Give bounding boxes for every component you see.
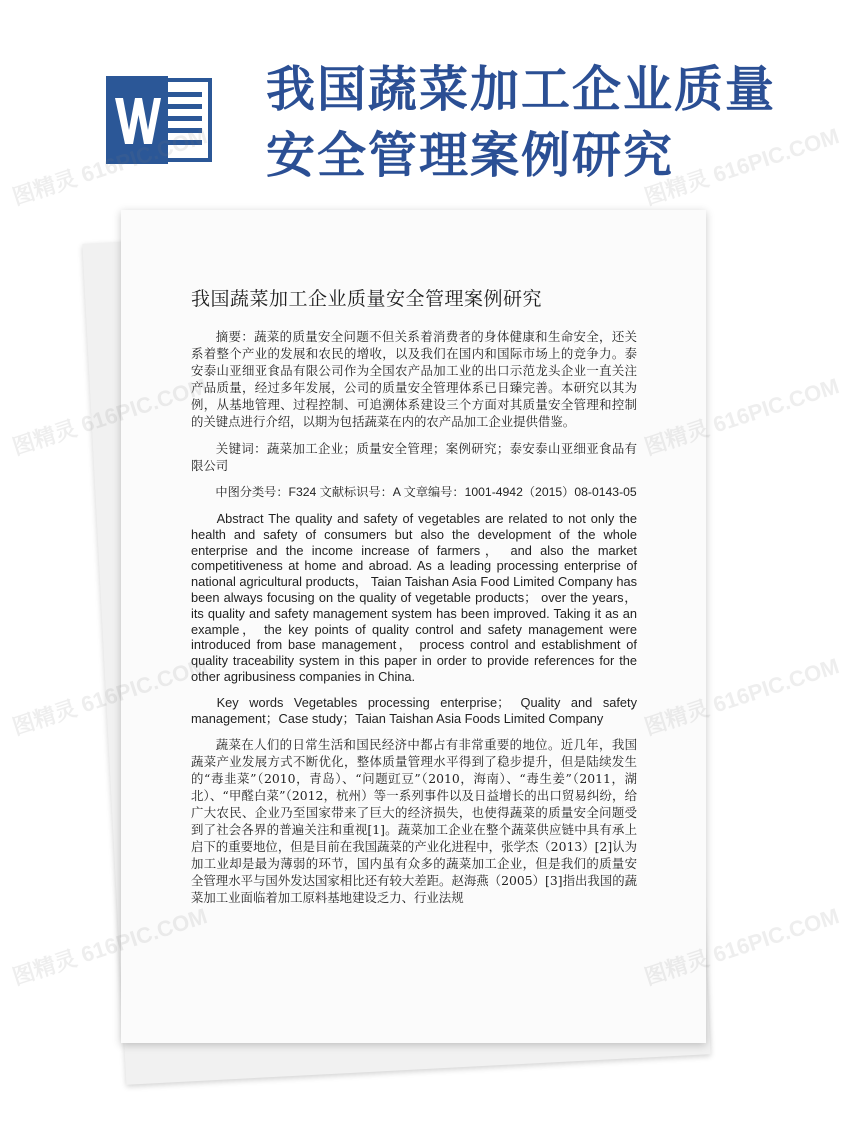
watermark: 图精灵 bbox=[9, 415, 80, 460]
banner-title-line-1: 我国蔬菜加工企业质量 bbox=[266, 60, 777, 118]
watermark: 图精灵 616PIC.COM bbox=[641, 123, 843, 210]
word-document-icon bbox=[104, 74, 214, 166]
abstract-cn: 摘要：蔬菜的质量安全问题不但关系着消费者的身体健康和生命安全，还关系着整个产业的发展和农民的增收，以及我们在国内和国际市场上的竞争力。泰安泰山亚细亚食品有限公司作为全国农产品加工业的出口示范龙头企业一直关注产品质量，经过多年发展，公司的质量安全管理体系已日臻完善。本研究以其为例，从基地管理、过程控制、可追溯体系建设三个方面对其质量安全管理和控制的关键点进行介绍，以期为包括蔬菜在内的农产品加工企业提供借鉴。 bbox=[191, 329, 637, 429]
document-page bbox=[121, 210, 706, 1043]
header-banner bbox=[0, 0, 800, 215]
watermark: 图精灵 616PIC.COM bbox=[9, 123, 211, 210]
document-content bbox=[191, 328, 637, 916]
keywords-cn: 关键词：蔬菜加工企业；质量安全管理；案例研究；泰安泰山亚细亚食品有限公司 bbox=[191, 441, 637, 473]
watermark: 图精灵 616PIC.COM bbox=[641, 903, 843, 990]
abstract-en: Abstract The quality and safety of vegetables are related to not only the health and safety of consumers but also the development of the whole enterprise and the income increase of farmers， and also the market competitiveness at home and abroad. As a leading processing enterprise of national agricultural products， Taian Taishan Asia Food Limited Company has been always focusing on the quality of vegetable products； over the years， its quality and safety management system has been improved. Taking it as an example， the key points of quality control and safety management were introduced from base management， process control and establishment of quality traceability system in this paper in order to provide references for the other agribusiness companies in China. bbox=[191, 511, 637, 684]
body-paragraph: 蔬菜在人们的日常生活和国民经济中都占有非常重要的地位。近几年，我国蔬菜产业发展方式不断优化，整体质量管理水平得到了稳步提升，但是陆续发生的“毒韭菜”（2010，青岛）、“问题豇豆”（2010，海南）、“毒生姜”（2011，湖北）、“甲醛白菜”（2012，杭州）等一系列事件以及日益增长的出口贸易纠纷，给广大农民、企业乃至国家带来了巨大的经济损失，也使得蔬菜的质量安全问题受到了社会各界的普遍关注和重视[1]。蔬菜加工企业在整个蔬菜供应链中具有承上启下的重要地位，但是目前在我国蔬菜的产业化进程中，张学杰（2013）[2]认为加工业却是最为薄弱的环节，国内虽有众多的蔬菜加工企业，但是我们的质量安全管理水平与国外发达国家相比还有较大差距。赵海燕（2005）[3]指出我国的蔬菜加工业面临着加工原料基地建设乏力、行业法规 bbox=[191, 737, 637, 906]
watermark: 图精灵 616PIC.COM bbox=[641, 653, 843, 740]
banner-title-line-2: 安全管理案例研究 bbox=[266, 126, 675, 184]
classification-line: 中图分类号：F324 文献标识号：A 文章编号：1001-4942（2015）08-0143-05 bbox=[215, 485, 637, 499]
watermark: 图精灵 616PIC.COM bbox=[641, 373, 843, 460]
banner-title bbox=[266, 56, 786, 188]
watermark: 图精灵 bbox=[9, 695, 80, 740]
keywords-en: Key words Vegetables processing enterprise； Quality and safety management；Case study；Taian Taishan Asia Foods Limited Company bbox=[191, 694, 637, 726]
watermark: 图精灵 616PIC.COM bbox=[9, 903, 211, 990]
document-title: 我国蔬菜加工企业质量安全管理案例研究 bbox=[191, 288, 543, 310]
